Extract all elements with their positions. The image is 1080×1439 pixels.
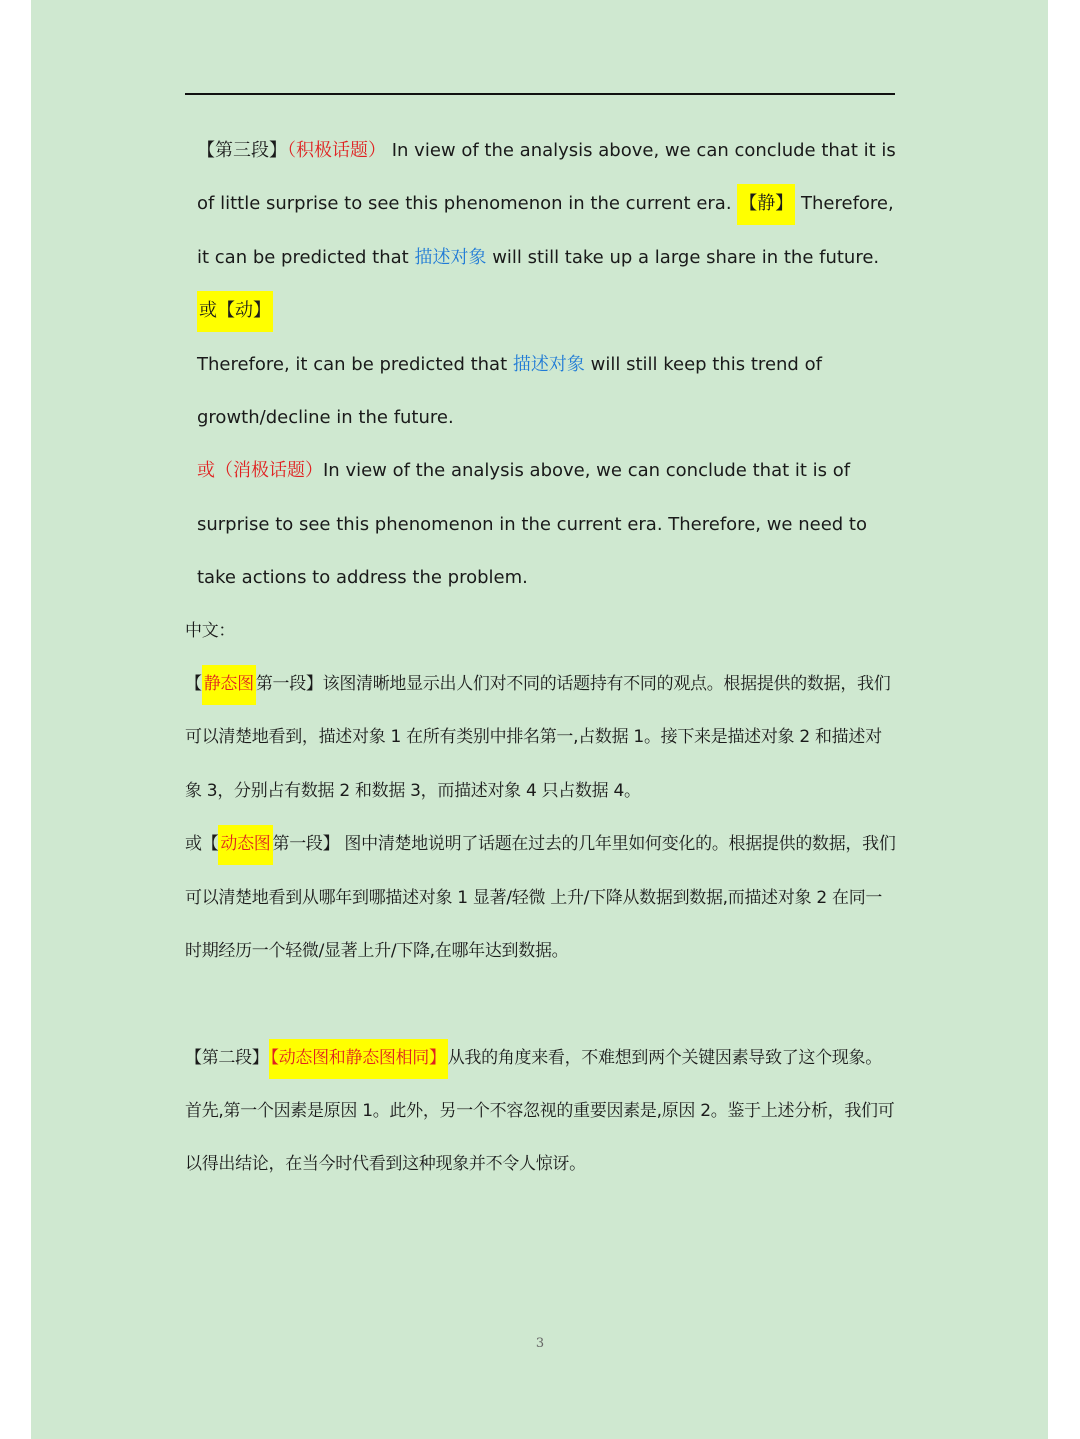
negative-paragraph	[197, 444, 897, 604]
static-chart-label: 静态图	[202, 665, 256, 705]
paragraph-text: 从我的角度来看，不难想到两个关键因素导致了这个现象。首先,第一个因素是原因 1。此外，另一个不容忽视的重要因素是,原因 2。鉴于上述分析，我们可以得出结论，在当今时代看到这种现象并不令人惊讶。	[185, 1047, 895, 1175]
predict-text-b: will still take up a large share in the future.	[492, 246, 880, 268]
negative-text: In view of the analysis above, we can conclude that it is of surprise to see this phenomenon in the current era. Therefore, we need to take actions to address the problem.	[197, 460, 867, 589]
paragraph-tag: 第一段】	[272, 834, 340, 855]
paragraph-three	[197, 124, 897, 444]
paragraph-tag: 第一段】	[255, 674, 323, 695]
page-content	[185, 124, 897, 1192]
header-rule	[185, 93, 895, 95]
dynamic-label: 或【动】	[197, 291, 273, 332]
static-chart-paragraph	[185, 658, 897, 818]
predict-text-d: will still keep this trend of growth/decline in the future.	[197, 353, 822, 429]
page-number: 3	[535, 1336, 545, 1351]
paragraph-text: 图中清楚地说明了话题在过去的几年里如何变化的。根据提供的数据，我们可以清楚地看到从哪年到哪描述对象 1 显著/轻微 上升/下降从数据到数据,而描述对象 2 在同一时期经历一个轻微/显著上升/下降,在哪年达到数据。	[185, 834, 896, 962]
spacer	[185, 979, 897, 1032]
paragraph-tag: 【第二段】	[185, 1047, 269, 1068]
positive-topic-label: （积极话题）	[287, 140, 386, 161]
intro-text: In view of the analysis above, we can conclude that it is of little surprise to see this phenomenon in the current era.	[197, 140, 896, 215]
chinese-heading: 中文：	[185, 620, 236, 641]
predict-text-c: Therefore, it can be predicted that	[197, 353, 508, 375]
described-object-b: 描述对象	[512, 353, 585, 375]
negative-topic-label: 或（消极话题）	[197, 460, 323, 482]
paragraph-text: 该图清晰地显示出人们对不同的话题持有不同的观点。根据提供的数据，我们可以清楚地看到，描述对象 1 在所有类别中排名第一,占数据 1。接下来是描述对象 2 和描述对象 3，分别占有数据 2 和数据 3，而描述对象 4 只占数据 4。	[185, 674, 891, 801]
described-object-a: 描述对象	[414, 246, 487, 268]
static-label: 【静】	[737, 184, 795, 225]
dynamic-chart-label: 动态图	[218, 825, 272, 865]
predict-text-a: Therefore, it can be predicted that	[197, 193, 894, 268]
paragraph-tag: 【第三段】	[197, 140, 287, 161]
bracket: 【	[185, 674, 202, 695]
paragraph-two	[185, 1032, 897, 1192]
dynamic-chart-paragraph	[185, 818, 897, 978]
same-for-both-label: 【动态图和静态图相同】	[269, 1039, 448, 1079]
or-prefix: 或【	[185, 834, 219, 855]
